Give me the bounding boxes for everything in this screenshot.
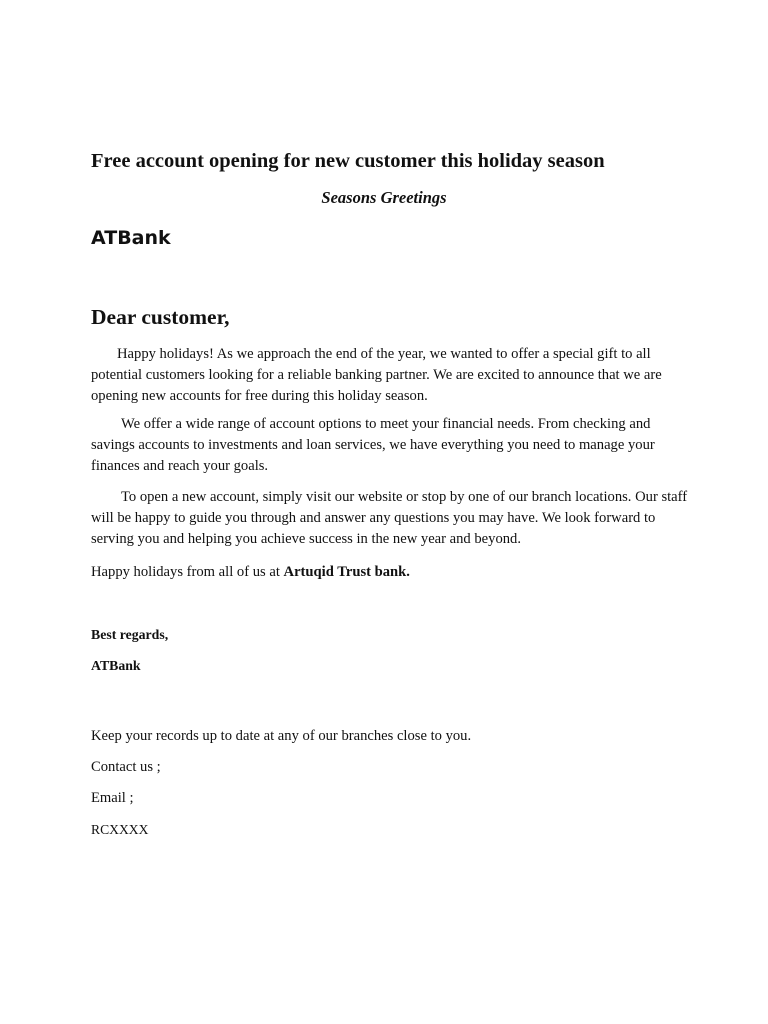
closing-line xyxy=(91,562,410,583)
closing-line-text: Happy holidays from all of us at xyxy=(91,564,284,580)
seasons-greeting: Seasons Greetings xyxy=(321,188,447,207)
bank-name-heading: ATBank xyxy=(91,227,171,249)
records-note: Keep your records up to date at any of our branches close to you. xyxy=(91,728,472,744)
email-label: Email ; xyxy=(91,790,134,806)
contact-label: Contact us ; xyxy=(91,759,161,775)
letter-title: Free account opening for new customer this holiday season xyxy=(91,150,605,172)
paragraph-how-to-open: To open a new account, simply visit our website or stop by one of our branch locations. Our staff will be happy to guide you through and answer any questions you may have. We look forward to serving you and helping you achieve success in the new year and beyond. xyxy=(91,489,688,547)
rc-number: RCXXXX xyxy=(91,822,149,837)
signoff: Best regards, xyxy=(91,627,169,642)
paragraph-offerings: We offer a wide range of account options to meet your financial needs. From checking and savings accounts to investments and loan services, we have everything you need to manage your finances and reach your goals. xyxy=(91,416,655,474)
closing-bank-name: Artuqid Trust bank. xyxy=(283,564,410,580)
paragraph-intro: Happy holidays! As we approach the end of the year, we wanted to offer a special gift to all potential customers looking for a reliable banking partner. We are excited to announce that we are opening new accounts for free during this holiday season. xyxy=(91,346,662,404)
signature: ATBank xyxy=(91,658,141,673)
salutation: Dear customer, xyxy=(91,305,230,329)
